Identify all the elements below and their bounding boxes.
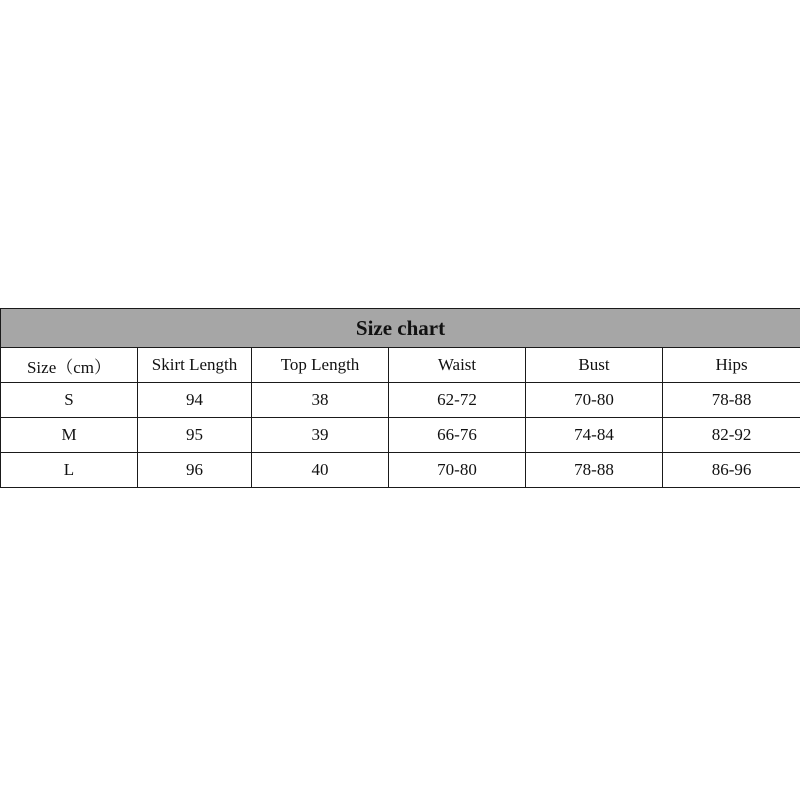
cell-waist: 66-76 (389, 418, 526, 453)
table-title: Size chart (1, 309, 800, 348)
cell-bust: 70-80 (526, 383, 663, 418)
cell-waist: 62-72 (389, 383, 526, 418)
size-chart-table (0, 308, 800, 488)
cell-waist: 70-80 (389, 453, 526, 488)
cell-size: L (1, 453, 138, 488)
cell-bust: 74-84 (526, 418, 663, 453)
cell-top-length: 40 (252, 453, 389, 488)
cell-hips: 82-92 (663, 418, 800, 453)
column-header-size: Size（cm） (1, 348, 138, 383)
cell-skirt-length: 95 (138, 418, 252, 453)
cell-skirt-length: 94 (138, 383, 252, 418)
column-header-hips: Hips (663, 348, 800, 383)
title-row (1, 309, 800, 348)
cell-hips: 86-96 (663, 453, 800, 488)
cell-size: M (1, 418, 138, 453)
cell-size: S (1, 383, 138, 418)
cell-bust: 78-88 (526, 453, 663, 488)
table-row-l (1, 453, 800, 488)
column-header-top-length: Top Length (252, 348, 389, 383)
table-row-s (1, 383, 800, 418)
cell-skirt-length: 96 (138, 453, 252, 488)
cell-top-length: 39 (252, 418, 389, 453)
column-header-bust: Bust (526, 348, 663, 383)
header-row (1, 348, 800, 383)
column-header-skirt-length: Skirt Length (138, 348, 252, 383)
column-header-waist: Waist (389, 348, 526, 383)
table-row-m (1, 418, 800, 453)
cell-hips: 78-88 (663, 383, 800, 418)
cell-top-length: 38 (252, 383, 389, 418)
